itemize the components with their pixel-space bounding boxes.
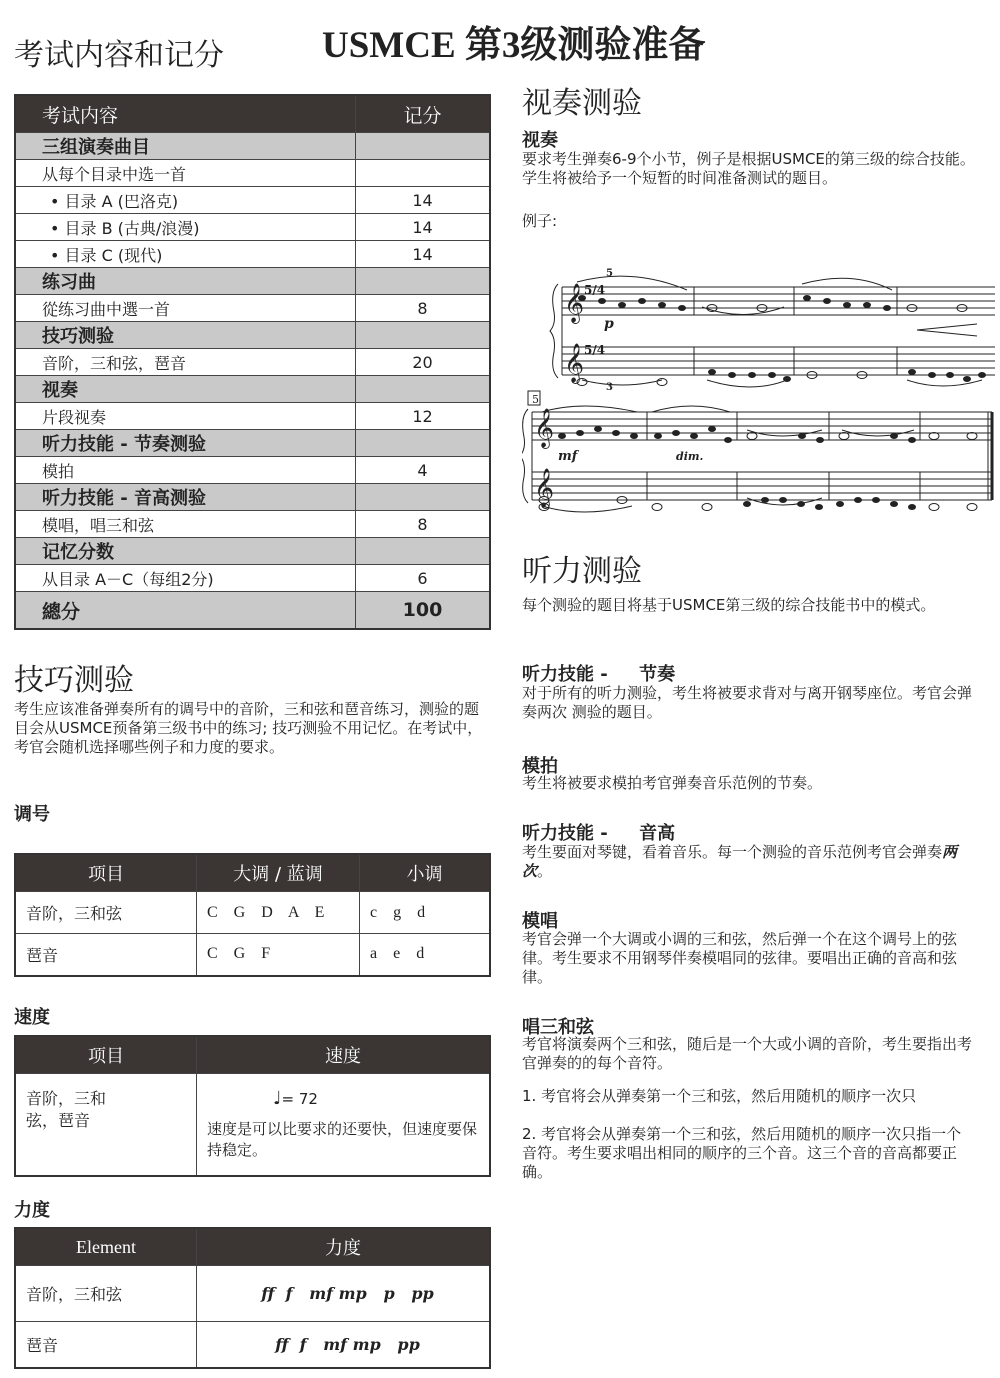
- technique-heading: 技巧测验: [14, 663, 134, 698]
- table-row: [15, 160, 490, 187]
- row-score: 8: [356, 511, 491, 538]
- total-score: 100: [356, 592, 491, 630]
- sight-reading-subheading: 视奏: [522, 130, 558, 151]
- keys-header-item: 项目: [15, 854, 197, 892]
- row-score: 20: [356, 349, 491, 376]
- staff-lines: [532, 287, 995, 500]
- keys-header-minor: 小调: [360, 854, 491, 892]
- keys-major: C G F: [197, 934, 360, 976]
- dynamic-mark: p: [604, 316, 614, 332]
- row-score: 14: [356, 214, 491, 241]
- tempo-note: 速度是可以比要求的还要快，但速度要保持稳定。: [207, 1120, 478, 1159]
- group-title: 技巧测验: [15, 322, 356, 349]
- row-label: 模拍: [15, 457, 356, 484]
- group-title: 听力技能 - 音高测验: [15, 484, 356, 511]
- dynamics-table: [14, 1227, 491, 1369]
- listening-heading: 听力测验: [522, 554, 642, 589]
- tempo-cell: [197, 1074, 491, 1176]
- dynamic-mark: mf: [558, 449, 578, 464]
- time-signature: 5/4: [584, 343, 606, 357]
- triad-body: 考官将演奏两个三和弦，随后是一个大或小调的音阶，考生要指出考官弹奏的的每个音符。: [522, 1035, 973, 1072]
- treble-clef-icon: 𝄞: [534, 408, 555, 448]
- pitch-body-text: 考生要面对琴键，看着音乐。每一个测验的音乐范例考官会弹奏: [522, 843, 943, 861]
- row-score: 6: [356, 565, 491, 592]
- triad-heading: 唱三和弦: [522, 1017, 594, 1038]
- dynamics-header-dyn: 力度: [197, 1228, 491, 1266]
- time-signature: 5/4: [584, 283, 606, 297]
- pitch-body-emphasis: 两次: [522, 843, 958, 880]
- group-row: [15, 133, 490, 160]
- total-row: [15, 592, 490, 630]
- echo-heading: 模唱: [522, 911, 558, 932]
- tempo-heading: 速度: [14, 1007, 50, 1028]
- tempo-header-item: 项目: [15, 1036, 197, 1074]
- dynamics-header-item: Element: [15, 1228, 197, 1266]
- rhythm-body: 对于所有的听力测验，考生将被要求背对与离开钢琴座位。考官会弹奏两次 测验的题目。: [522, 684, 973, 721]
- group-score-cell: [356, 484, 491, 511]
- keys-minor: a e d: [360, 934, 491, 976]
- row-label: 从目录 A－C（每组2分): [15, 565, 356, 592]
- tempo-header-speed: 速度: [197, 1036, 491, 1074]
- fingering: 5: [606, 268, 613, 279]
- group-row: [15, 430, 490, 457]
- score-table-header: [15, 95, 490, 133]
- treble-clef-icon: 𝄞: [534, 468, 555, 508]
- fingering: 3: [606, 382, 613, 393]
- group-row: [15, 268, 490, 295]
- keys-heading: 调号: [14, 804, 50, 825]
- group-row: [15, 538, 490, 565]
- group-score-cell: [356, 133, 491, 160]
- row-label: • 目录 A (巴洛克): [15, 187, 356, 214]
- table-row: [15, 565, 490, 592]
- dynamics-marks: ff f mf mp p pp: [197, 1266, 491, 1322]
- row-label: 片段视奏: [15, 403, 356, 430]
- dynamics-item: 琶音: [15, 1322, 197, 1368]
- technique-body: 考生应该准备弹奏所有的调号中的音阶，三和弦和琶音练习，测验的题目会从USMCE预备第三级书中的练习; 技巧测验不用记忆。在考试中，考官会随机选择哪些例子和力度的要求。: [14, 700, 483, 756]
- table-row: [15, 214, 490, 241]
- table-row: [15, 403, 490, 430]
- total-label: 總分: [15, 592, 356, 630]
- pitch-heading: 听力技能 - 音高: [522, 823, 676, 844]
- table-row: [15, 187, 490, 214]
- row-score: 8: [356, 295, 491, 322]
- pitch-body-end: 。: [537, 862, 553, 880]
- dynamics-marks: ff f mf mp pp: [197, 1322, 491, 1368]
- score-table: [14, 94, 491, 630]
- table-row: [15, 457, 490, 484]
- row-label: 从每个目录中选一首: [15, 160, 356, 187]
- treble-clef-icon: 𝄞: [564, 283, 585, 323]
- tempo-table-header: [15, 1036, 490, 1074]
- sheet-music-image: [522, 262, 997, 522]
- row-score: 14: [356, 187, 491, 214]
- group-title: 听力技能 - 节奏测验: [15, 430, 356, 457]
- list-item: 2. 考官将会从弹奏第一个三和弦，然后用随机的顺序一次只指一个音符。考生要求唱出相同的顺序的三个音。这三个音的音高都要正确。: [522, 1125, 962, 1181]
- group-score-cell: [356, 538, 491, 565]
- row-label: 從练习曲中選一首: [15, 295, 356, 322]
- keys-minor: c g d: [360, 892, 491, 934]
- row-score: 14: [356, 241, 491, 268]
- header-score: 记分: [356, 95, 491, 133]
- row-label: 模唱，唱三和弦: [15, 511, 356, 538]
- table-row: [15, 1074, 490, 1176]
- score-table-body: [15, 133, 490, 630]
- group-title: 视奏: [15, 376, 356, 403]
- dynamics-table-header: [15, 1228, 490, 1266]
- table-row: [15, 1266, 490, 1322]
- row-label: • 目录 C (现代): [15, 241, 356, 268]
- keys-item: 琶音: [15, 934, 197, 976]
- table-row: [15, 349, 490, 376]
- table-row: [15, 934, 490, 976]
- row-score: 12: [356, 403, 491, 430]
- table-row: [15, 892, 490, 934]
- listening-intro: 每个测验的题目将基于USMCE第三级的综合技能书中的模式。: [522, 596, 936, 614]
- group-title: 练习曲: [15, 268, 356, 295]
- treble-clef-icon: 𝄞: [564, 343, 585, 383]
- example-label: 例子:: [522, 212, 558, 230]
- quarter-note-icon: ♩: [273, 1088, 282, 1109]
- sight-reading-heading: 视奏测验: [522, 86, 642, 121]
- metronome-value: = 72: [281, 1090, 318, 1108]
- keys-item: 音阶，三和弦: [15, 892, 197, 934]
- dynamics-item: 音阶，三和弦: [15, 1266, 197, 1322]
- row-label: • 目录 B (古典/浪漫): [15, 214, 356, 241]
- header-content: 考试内容: [15, 95, 356, 133]
- group-title: 三组演奏曲目: [15, 133, 356, 160]
- keys-major: C G D A E: [197, 892, 360, 934]
- group-score-cell: [356, 268, 491, 295]
- table-row: [15, 295, 490, 322]
- clap-body: 考生将被要求模拍考官弹奏音乐范例的节奏。: [522, 774, 823, 792]
- clap-heading: 模拍: [522, 756, 558, 777]
- rhythm-heading: 听力技能 - 节奏: [522, 664, 676, 685]
- group-row: [15, 376, 490, 403]
- keys-table: [14, 853, 491, 977]
- row-score: [356, 160, 491, 187]
- tempo-item: 音阶，三和弦，琶音: [15, 1074, 197, 1176]
- sight-reading-body: 要求考生弹奏6-9个小节，例子是根据USMCE的第三级的综合技能。学生将被给予一个短暂的时间准备测试的题目。: [522, 150, 975, 187]
- table-row: [15, 511, 490, 538]
- group-row: [15, 484, 490, 511]
- row-label: 音阶，三和弦，琶音: [15, 349, 356, 376]
- group-score-cell: [356, 430, 491, 457]
- pitch-body: [522, 843, 984, 881]
- table-row: [15, 1322, 490, 1368]
- group-title: 记忆分数: [15, 538, 356, 565]
- metronome-mark: [273, 1088, 488, 1109]
- keys-header-major: 大调 / 蓝调: [197, 854, 360, 892]
- left-heading: 考试内容和记分: [14, 38, 224, 73]
- group-score-cell: [356, 322, 491, 349]
- measure-number: 5: [532, 393, 539, 406]
- list-item: 1. 考官将会从弹奏第一个三和弦，然后用随机的顺序一次只: [522, 1087, 917, 1105]
- keys-table-header: [15, 854, 490, 892]
- tempo-table: [14, 1035, 491, 1177]
- dynamics-heading: 力度: [14, 1200, 50, 1221]
- echo-body: 考官会弹一个大调或小调的三和弦，然后弹一个在这个调号上的弦律。考生要求不用钢琴伴奏模唱同的弦律。要唱出正确的音高和弦律。: [522, 930, 958, 986]
- table-row: [15, 241, 490, 268]
- row-score: 4: [356, 457, 491, 484]
- brace-icon: [522, 409, 528, 503]
- group-score-cell: [356, 376, 491, 403]
- dynamic-mark: dim.: [676, 450, 704, 463]
- group-row: [15, 322, 490, 349]
- page-title: USMCE 第3级测验准备: [322, 25, 706, 66]
- brace-icon: [550, 284, 558, 378]
